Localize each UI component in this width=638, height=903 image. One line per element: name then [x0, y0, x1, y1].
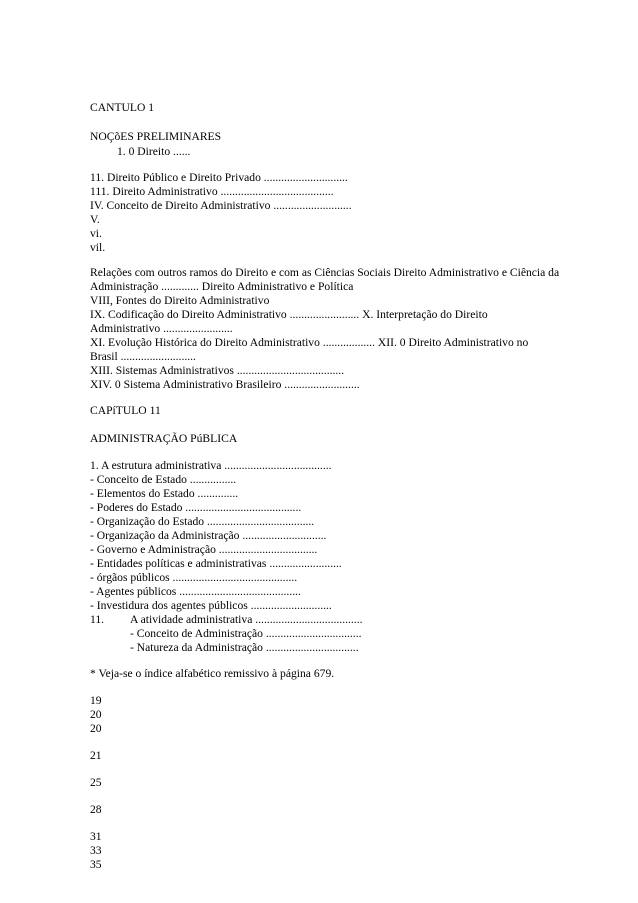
- page-number: 31: [90, 830, 102, 843]
- page-number: 35: [90, 858, 102, 871]
- toc-paragraph-line: Relações com outros ramos do Direito e com as Ciências Sociais Direito Administrativo e Ciência da: [90, 266, 560, 279]
- toc-paragraph-line: XIII. Sistemas Administrativos .....................................: [90, 364, 345, 377]
- toc-entry: - Governo e Administração ..................................: [90, 543, 318, 556]
- toc-paragraph-line: Administrativo ........................: [90, 322, 233, 335]
- toc-entry: - Conceito de Estado ................: [90, 473, 237, 486]
- toc-entry: V.: [90, 213, 100, 226]
- toc-entry: 111. Direito Administrativo .......................................: [90, 185, 334, 198]
- toc-paragraph-line: VIII, Fontes do Direito Administrativo: [90, 294, 270, 307]
- toc-entry: IV. Conceito de Direito Administrativo ...........................: [90, 199, 352, 212]
- toc-entry: - Organização do Estado .....................................: [90, 515, 315, 528]
- page-number: 25: [90, 776, 102, 789]
- toc-paragraph-line: Administração ............. Direito Administrativo e Política: [90, 280, 354, 293]
- toc-sub-entry: - Natureza da Administração ................................: [130, 641, 359, 654]
- toc-entry: - Organização da Administração .............................: [90, 529, 327, 542]
- page-number: 20: [90, 708, 102, 721]
- toc-paragraph-line: XIV. 0 Sistema Administrativo Brasileiro ..........................: [90, 378, 360, 391]
- toc-entry-text: A atividade administrativa .....................................: [130, 613, 363, 626]
- chapter1-sub-item: 1. 0 Direito ......: [117, 145, 191, 158]
- toc-entry: vi.: [90, 227, 102, 240]
- toc-entry: - Entidades políticas e administrativas .........................: [90, 557, 342, 570]
- chapter2-subheading: ADMINISTRAÇÃO PúBLICA: [90, 432, 238, 445]
- page-number: 19: [90, 694, 102, 707]
- chapter1-subheading: NOÇõES PRELIMINARES: [90, 130, 222, 143]
- toc-entry: 1. A estrutura administrativa .....................................: [90, 459, 332, 472]
- toc-paragraph-line: XI. Evolução Histórica do Direito Administrativo .................. XII. 0 Direito Administrativo no: [90, 336, 529, 349]
- toc-entry-11: [90, 613, 590, 627]
- page-number: 33: [90, 844, 102, 857]
- toc-paragraph-line: IX. Codificação do Direito Administrativo ........................ X. Interpretação do Direito: [90, 308, 488, 321]
- page-number: 20: [90, 722, 102, 735]
- toc-entry-number: 11.: [90, 613, 105, 626]
- page-number: 21: [90, 749, 102, 762]
- toc-sub-entry: - Conceito de Administração .................................: [130, 627, 362, 640]
- chapter2-heading: CAPíTULO 11: [90, 404, 161, 417]
- footnote: * Veja-se o índice alfabético remissivo à página 679.: [90, 667, 335, 680]
- toc-entry: - Investidura dos agentes públicos ............................: [90, 599, 332, 612]
- toc-entry: - Poderes do Estado ........................................: [90, 501, 302, 514]
- toc-entry: 11. Direito Público e Direito Privado .............................: [90, 171, 348, 184]
- toc-entry: - Agentes públicos ..........................................: [90, 585, 301, 598]
- chapter1-heading: CANTULO 1: [90, 101, 155, 114]
- toc-paragraph-line: Brasil ..........................: [90, 350, 196, 363]
- page-number: 28: [90, 803, 102, 816]
- toc-entry: - Elementos do Estado ..............: [90, 487, 239, 500]
- toc-entry: vil.: [90, 241, 106, 254]
- toc-entry: - órgãos públicos ...........................................: [90, 571, 298, 584]
